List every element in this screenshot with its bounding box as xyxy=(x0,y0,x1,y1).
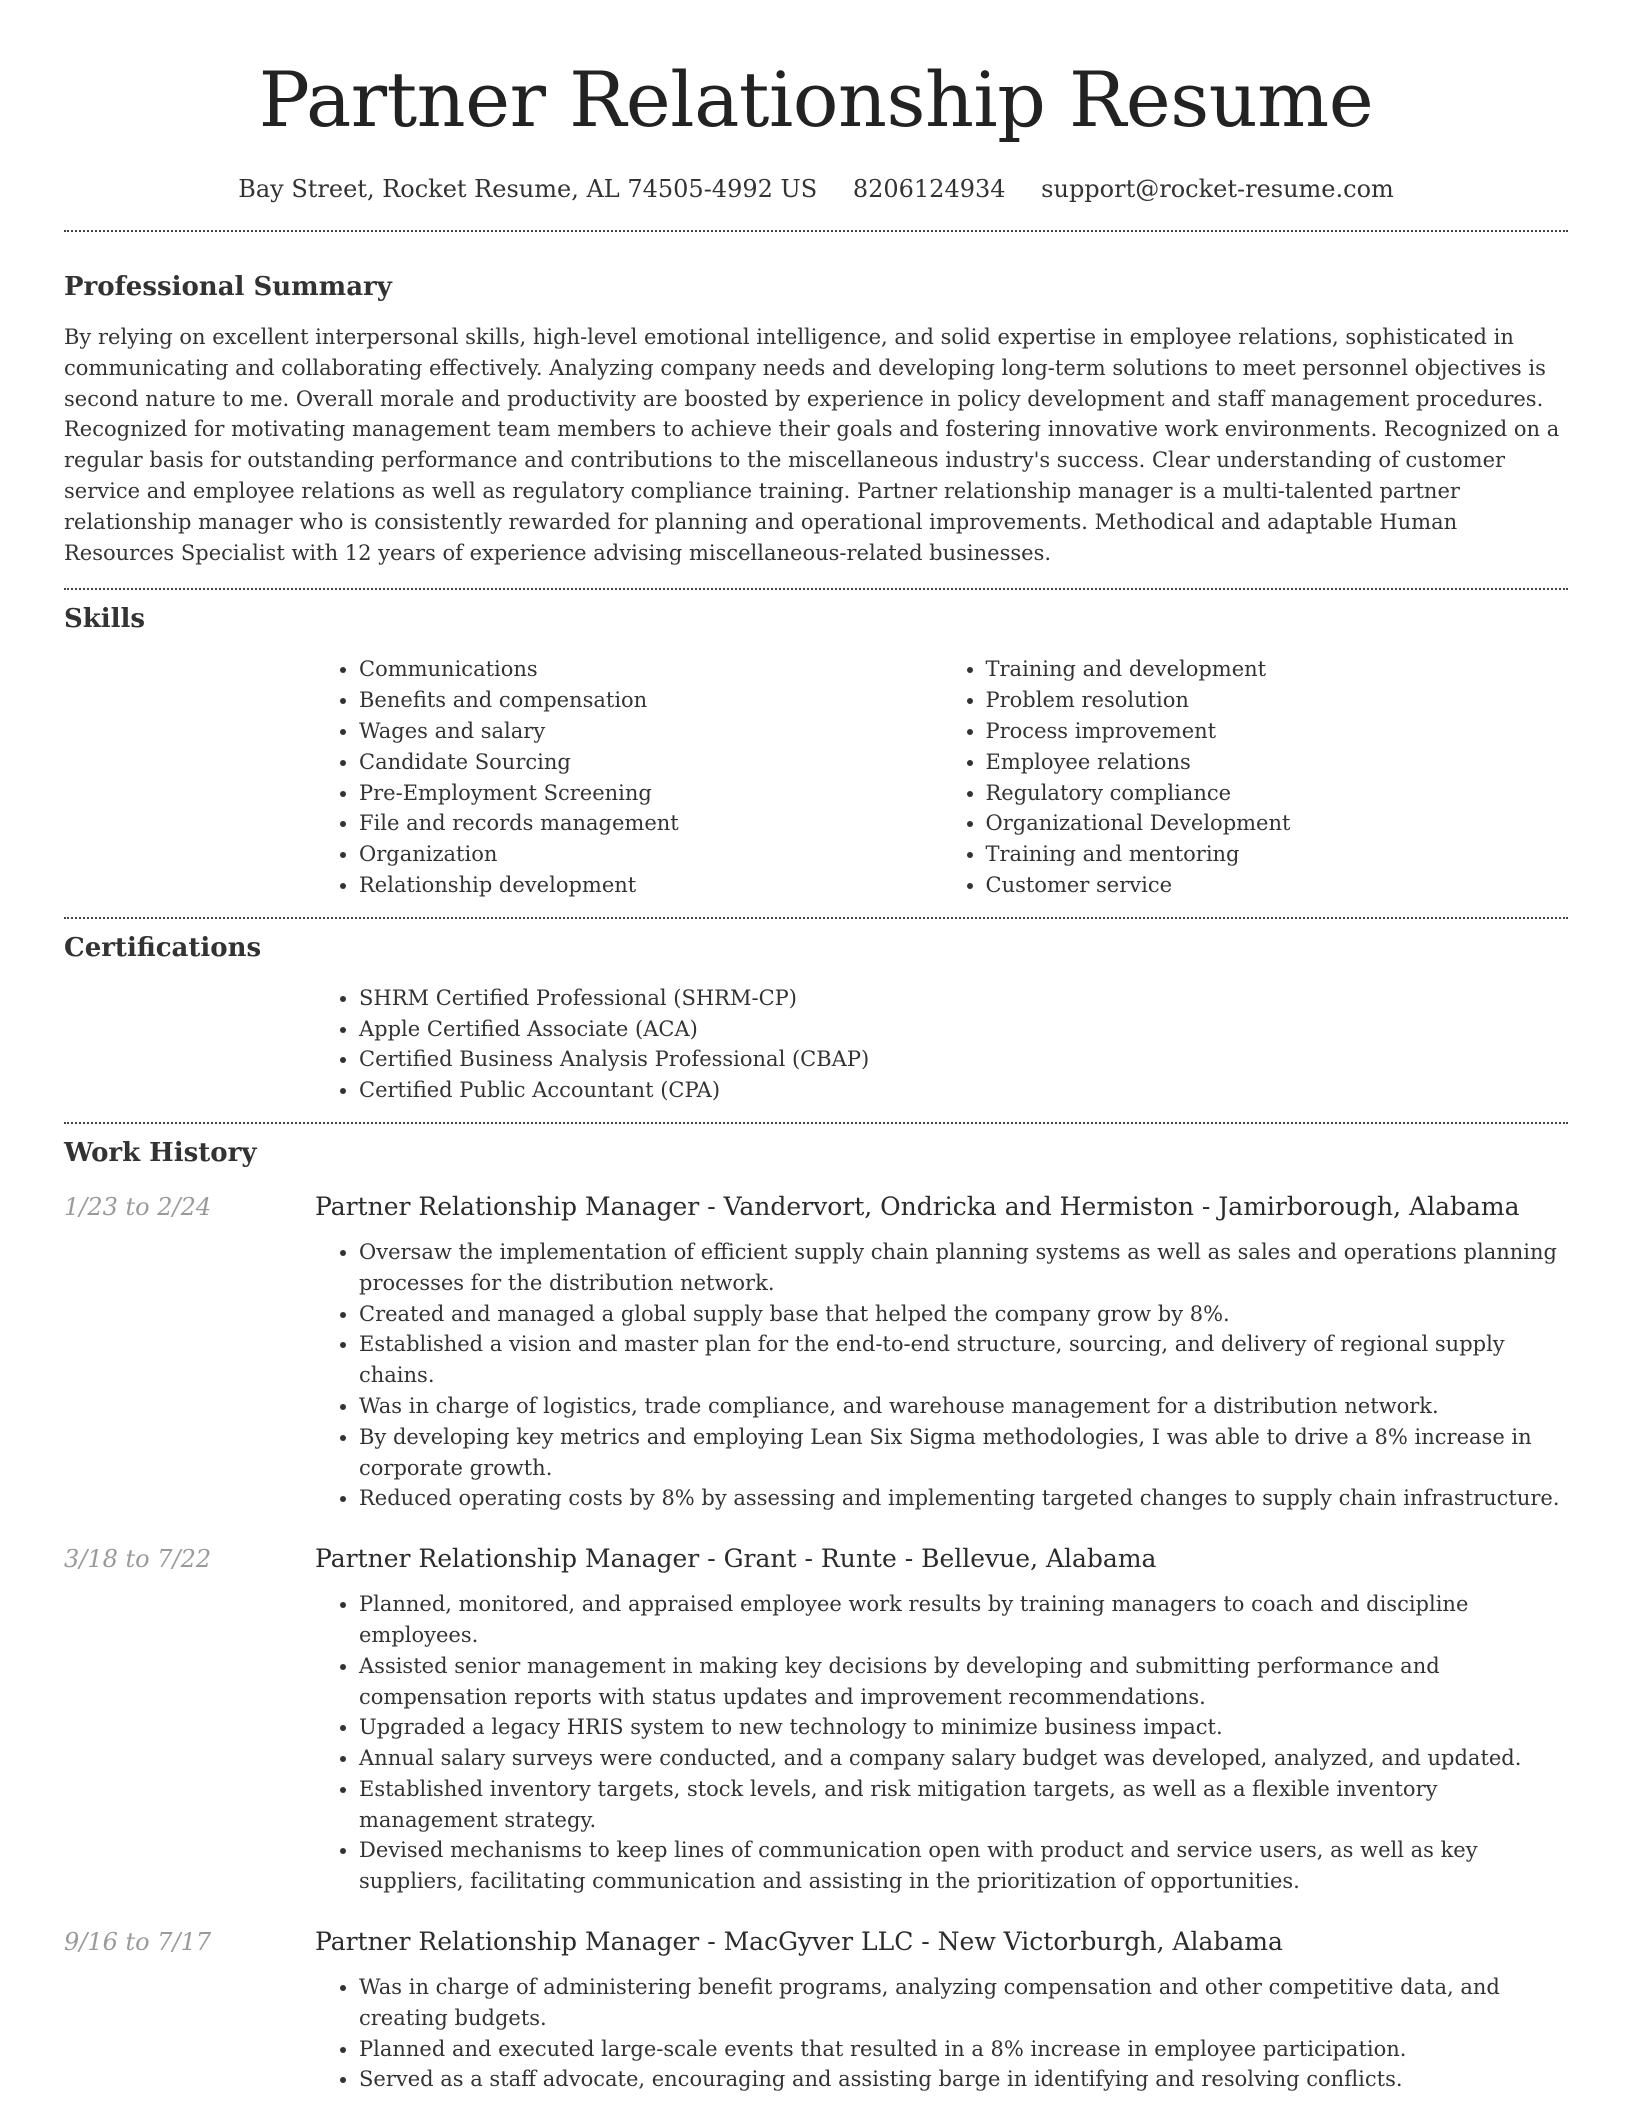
job-bullet: • Planned and executed large-scale events that resulted in a 8% increase in employee participation. xyxy=(359,2034,1568,2065)
skill-item: • Organizational Development xyxy=(986,808,1569,839)
skills-columns xyxy=(315,654,1568,900)
job-entry xyxy=(64,1927,1568,2095)
section-title-skills: Skills xyxy=(64,604,146,635)
job-bullet: • Annual salary surveys were conducted, and a company salary budget was developed, analyzed, and updated. xyxy=(359,1743,1568,1774)
job-bullet: • Created and managed a global supply base that helped the company grow by 8%. xyxy=(359,1299,1568,1330)
job-title: Partner Relationship Manager - MacGyver LLC - New Victorburgh, Alabama xyxy=(315,1927,1283,1957)
divider xyxy=(64,588,1568,590)
job-title: Partner Relationship Manager - Vandervort, Ondricka and Hermiston - Jamirborough, Alabama xyxy=(315,1191,1520,1221)
certification-item: • Apple Certified Associate (ACA) xyxy=(359,1014,1568,1045)
job-dates: 1/23 to 2/24 xyxy=(64,1192,212,1221)
divider xyxy=(64,230,1568,232)
job-bullet: • Devised mechanisms to keep lines of communication open with product and service users, as well as key suppliers, facilitating communication and assisting in the prioritization of opportunities. xyxy=(359,1835,1568,1897)
skills-section xyxy=(64,602,1568,900)
skill-item: • Process improvement xyxy=(986,716,1569,747)
divider xyxy=(64,917,1568,919)
certifications-list xyxy=(315,983,1568,1106)
skill-item: • Training and mentoring xyxy=(986,839,1569,870)
job-bullet: • Assisted senior management in making key decisions by developing and submitting performance and compensation reports with status updates and improvement recommendations. xyxy=(359,1651,1568,1713)
email-link[interactable]: support@rocket-resume.com xyxy=(1041,175,1394,203)
resume-page xyxy=(64,0,1568,2095)
job-title: Partner Relationship Manager - Grant - Runte - Bellevue, Alabama xyxy=(315,1544,1157,1574)
skill-item: • Training and development xyxy=(986,654,1569,685)
job-header xyxy=(64,1927,1568,1956)
job-bullet: • Established a vision and master plan for the end-to-end structure, sourcing, and delivery of regional supply chains. xyxy=(359,1329,1568,1391)
skill-item: • Problem resolution xyxy=(986,685,1569,716)
job-bullet: • By developing key metrics and employing Lean Six Sigma methodologies, I was able to drive a 8% increase in corporate growth. xyxy=(359,1422,1568,1484)
resume-name: Partner Relationship Resume xyxy=(258,55,1374,144)
section-title-certifications: Certifications xyxy=(64,932,262,963)
job-header xyxy=(64,1192,1568,1221)
job-entry xyxy=(64,1192,1568,1514)
work-history-section xyxy=(64,1136,1568,2095)
job-bullet: • Served as a staff advocate, encouraging and assisting barge in identifying and resolving conflicts. xyxy=(359,2064,1568,2095)
skills-list-left xyxy=(315,654,942,900)
phone: 8206124934 xyxy=(852,175,1006,203)
job-bullet: • Was in charge of logistics, trade compliance, and warehouse management for a distribution network. xyxy=(359,1391,1568,1422)
job-header xyxy=(64,1544,1568,1573)
address: Bay Street, Rocket Resume, AL 74505-4992 US xyxy=(238,175,818,203)
divider xyxy=(64,1122,1568,1124)
skill-item: • File and records management xyxy=(359,808,942,839)
job-entry xyxy=(64,1544,1568,1897)
contact-line xyxy=(64,174,1568,204)
job-bullets xyxy=(315,1972,1568,2095)
skill-item: • Pre-Employment Screening xyxy=(359,778,942,809)
job-bullets xyxy=(315,1237,1568,1514)
summary-section xyxy=(64,270,1568,568)
skill-item: • Relationship development xyxy=(359,870,942,901)
skill-item: • Benefits and compensation xyxy=(359,685,942,716)
job-bullet: • Upgraded a legacy HRIS system to new technology to minimize business impact. xyxy=(359,1712,1568,1743)
skill-item: • Candidate Sourcing xyxy=(359,747,942,778)
certification-item: • SHRM Certified Professional (SHRM-CP) xyxy=(359,983,1568,1014)
job-dates: 3/18 to 7/22 xyxy=(64,1545,212,1574)
section-title-work-history: Work History xyxy=(64,1137,257,1168)
job-bullet: • Established inventory targets, stock levels, and risk mitigation targets, as well as a flexible inventory management strategy. xyxy=(359,1774,1568,1836)
job-bullets xyxy=(315,1589,1568,1897)
skill-item: • Wages and salary xyxy=(359,716,942,747)
skill-item: • Regulatory compliance xyxy=(986,778,1569,809)
certification-item: • Certified Business Analysis Professional (CBAP) xyxy=(359,1044,1568,1075)
certification-item: • Certified Public Accountant (CPA) xyxy=(359,1075,1568,1106)
job-dates: 9/16 to 7/17 xyxy=(64,1928,212,1957)
job-bullet: • Oversaw the implementation of efficient supply chain planning systems as well as sales and operations planning processes for the distribution network. xyxy=(359,1237,1568,1299)
skill-item: • Customer service xyxy=(986,870,1569,901)
skill-item: • Employee relations xyxy=(986,747,1569,778)
section-title-summary: Professional Summary xyxy=(64,272,392,302)
skills-list-right xyxy=(942,654,1569,900)
job-bullet: • Planned, monitored, and appraised employee work results by training managers to coach and discipline employees. xyxy=(359,1589,1568,1651)
skill-item: • Communications xyxy=(359,654,942,685)
summary-text: By relying on excellent interpersonal skills, high-level emotional intelligence, and solid expertise in employee relations, sophisticated in communicating and collaborating effectively. Analyzing company needs and developing long-term solutions to meet personnel objectives is second nature to me. Overall morale and productivity are boosted by experience in policy development and staff management procedures. Recognized for motivating management team members to achieve their goals and fostering innovative work environments. Recognized on a regular basis for outstanding performance and contributions to the miscellaneous industry's success. Clear understanding of customer service and employee relations as well as regulatory compliance training. Partner relationship manager is a multi-talented partner relationship manager who is consistently rewarded for planning and operational improvements. Methodical and adaptable Human Resources Specialist with 12 years of experience advising miscellaneous-related businesses. xyxy=(64,325,1560,565)
skill-item: • Organization xyxy=(359,839,942,870)
certifications-section xyxy=(64,931,1568,1106)
job-bullet: • Was in charge of administering benefit programs, analyzing compensation and other competitive data, and creating budgets. xyxy=(359,1972,1568,2034)
job-bullet: • Reduced operating costs by 8% by assessing and implementing targeted changes to supply chain infrastructure. xyxy=(359,1483,1568,1514)
